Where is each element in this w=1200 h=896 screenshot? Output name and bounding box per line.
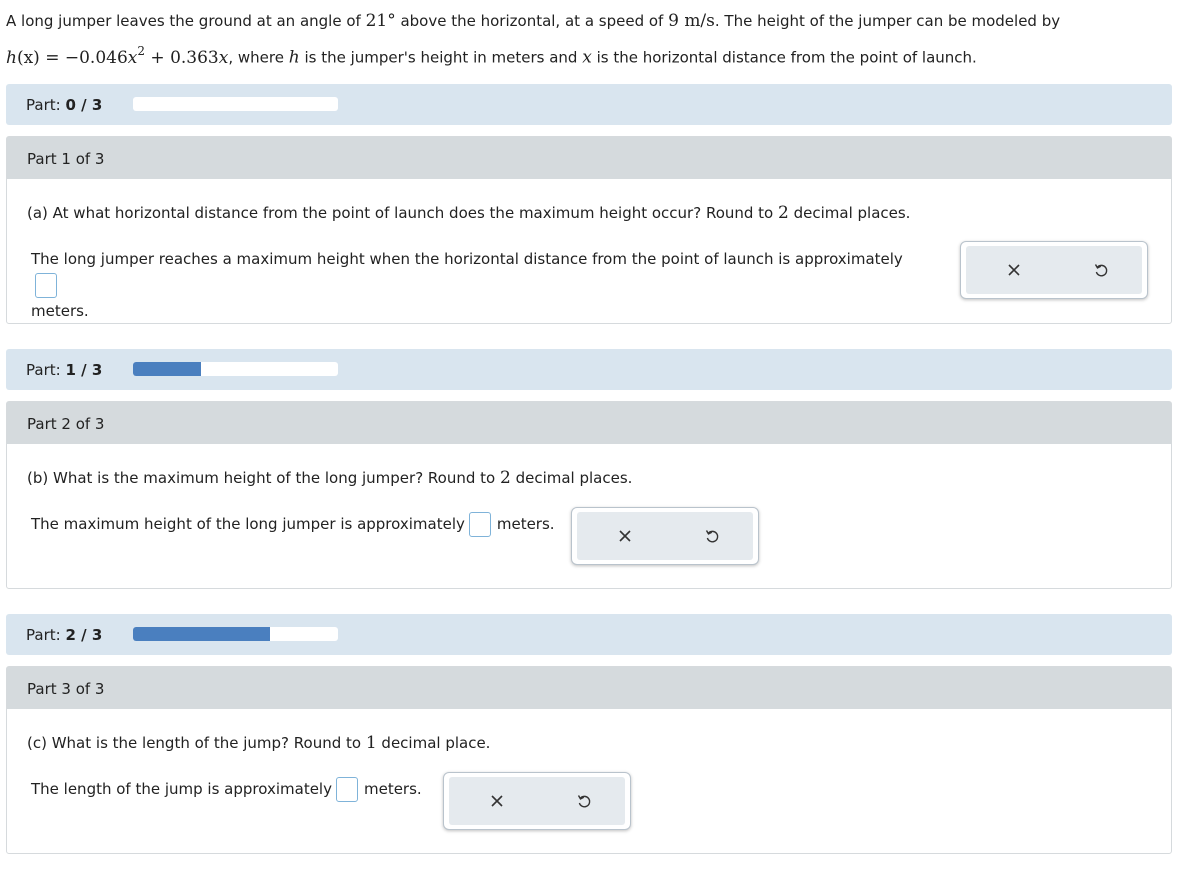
decimal-places: 1 (365, 733, 377, 753)
undo-icon (576, 793, 592, 809)
answer-tools-panel (966, 246, 1142, 294)
x-icon (1006, 262, 1022, 278)
part-progress-bar (6, 84, 1172, 125)
reset-button[interactable] (1081, 246, 1121, 294)
intro-text: above the horizontal, at a speed of (395, 12, 669, 30)
part-header (7, 667, 1171, 709)
problem-line-2 (6, 37, 1186, 74)
decimal-places: 2 (499, 468, 511, 488)
function-variable: (x) (16, 47, 40, 68)
x-icon (489, 793, 505, 809)
answer-input[interactable] (469, 512, 491, 537)
answer-input[interactable] (35, 273, 57, 298)
question-text: (a) At what horizontal distance from the point of launch does the maximum height occur? Round to 2 decimal places. (27, 203, 911, 223)
answer-tools-panel (577, 512, 753, 560)
intro-text: . The height of the jumper can be modeled by (714, 12, 1061, 30)
angle-value: 21° (365, 11, 396, 31)
part-progress-label: Part: 1 / 3 (26, 361, 103, 379)
answer-tools (960, 241, 1148, 299)
function-coefficient: + 0.363 (145, 47, 219, 68)
answer-tools-panel (449, 777, 625, 825)
variable-h: h (288, 47, 300, 68)
progress-track (133, 97, 338, 111)
variable-x: x (582, 47, 592, 68)
part-progress-bar (6, 614, 1172, 655)
progress-track (133, 627, 338, 641)
part-3-section (6, 666, 1172, 854)
speed-value: 9 m/s (668, 11, 715, 31)
problem-line-1 (6, 6, 1186, 37)
intro-text: is the jumper's height in meters and (299, 48, 583, 67)
answer-tools (443, 772, 631, 830)
answer-text: The long jumper reaches a maximum height when the horizontal distance from the point of launch is approximately meters. (31, 250, 903, 320)
part-progress-label: Part: 2 / 3 (26, 626, 103, 644)
answer-text: The maximum height of the long jumper is approximately meters. (31, 511, 555, 537)
part-progress-value: 0 / 3 (65, 96, 103, 114)
function-coefficient: = −0.046 (39, 47, 128, 68)
part-progress-bar (6, 349, 1172, 390)
clear-button[interactable] (605, 512, 645, 560)
part-progress-label: Part: 0 / 3 (26, 96, 103, 114)
part-progress-value: 2 / 3 (65, 626, 103, 644)
progress-fill (133, 627, 270, 641)
progress-track (133, 362, 338, 376)
function-x: x (127, 47, 138, 68)
part-header-label: Part 3 of 3 (27, 680, 105, 698)
intro-text: is the horizontal distance from the point of launch. (591, 48, 977, 67)
reset-button[interactable] (692, 512, 732, 560)
question-text: (b) What is the maximum height of the long jumper? Round to 2 decimal places. (27, 468, 633, 488)
intro-text: A long jumper leaves the ground at an angle of (6, 12, 366, 30)
clear-button[interactable] (994, 246, 1034, 294)
answer-input[interactable] (336, 777, 358, 802)
part-header (7, 137, 1171, 179)
undo-icon (1093, 262, 1109, 278)
x-icon (617, 528, 633, 544)
answer-tools (571, 507, 759, 565)
part-header-label: Part 1 of 3 (27, 150, 105, 168)
part-progress-value: 1 / 3 (65, 361, 103, 379)
question-text: (c) What is the length of the jump? Round to 1 decimal place. (27, 733, 491, 753)
height-function (6, 44, 229, 68)
function-x: x (218, 47, 229, 68)
intro-text: , where (228, 48, 289, 67)
part-2-section (6, 401, 1172, 589)
answer-text: The length of the jump is approximately meters. (31, 776, 422, 802)
clear-button[interactable] (477, 777, 517, 825)
function-exponent: 2 (137, 44, 146, 58)
problem-statement (6, 6, 1186, 74)
function-name: h (6, 47, 17, 68)
part-1-section (6, 136, 1172, 324)
reset-button[interactable] (564, 777, 604, 825)
undo-icon (704, 528, 720, 544)
decimal-places: 2 (778, 203, 789, 223)
part-header (7, 402, 1171, 444)
part-header-label: Part 2 of 3 (27, 415, 105, 433)
progress-fill (133, 362, 201, 376)
